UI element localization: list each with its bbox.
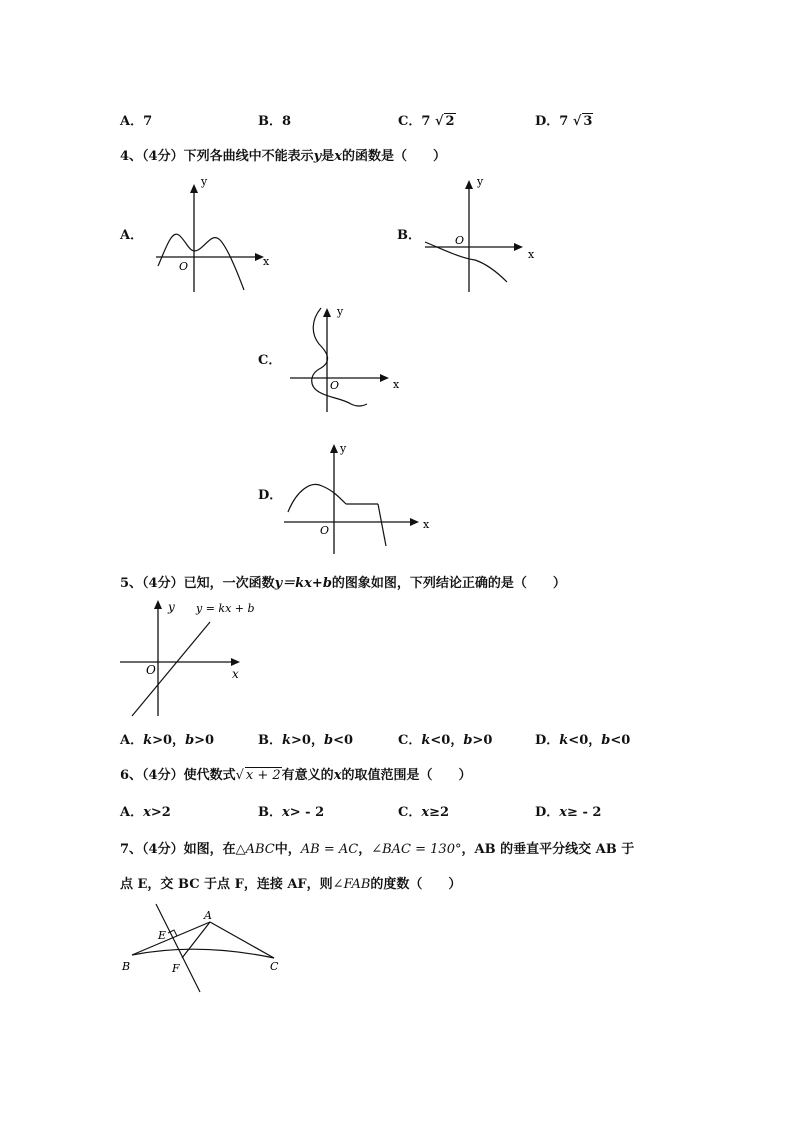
origin-label: O <box>320 524 330 537</box>
stem-text: 有意义的 <box>281 768 334 783</box>
q5-option-a[interactable] <box>120 729 214 748</box>
x-arrow-icon <box>231 658 240 666</box>
equation: AB = AC <box>300 842 359 857</box>
var-x: x <box>559 805 568 820</box>
x-arrow-icon <box>380 374 389 382</box>
question-number: 4、（4分） <box>120 149 184 164</box>
q4-graph-d[interactable] <box>280 436 430 556</box>
stem-text: ， <box>358 842 372 857</box>
option-letter: D． <box>535 733 560 748</box>
origin-label: O <box>179 260 189 273</box>
q7-stem-line-2 <box>120 873 461 892</box>
var-x: x <box>333 768 342 783</box>
origin-label: O <box>330 379 340 392</box>
q4-option-c-label[interactable]: C． <box>258 353 282 368</box>
option-letter: C． <box>398 805 422 820</box>
line-label: y = kx + b <box>196 602 255 615</box>
line-graph <box>132 622 210 716</box>
var-x: x <box>143 805 151 820</box>
option-letter: A． <box>120 805 144 820</box>
relation: >0 <box>194 733 215 748</box>
q6-option-c[interactable] <box>398 801 449 820</box>
q6-stem <box>120 764 471 783</box>
y-arrow-icon <box>323 308 331 317</box>
curve <box>158 234 244 290</box>
option-letter: A． <box>120 733 144 748</box>
x-label: x <box>232 667 239 681</box>
var-k: k <box>559 733 569 748</box>
x-arrow-icon <box>514 243 523 251</box>
relation: <0 <box>610 733 631 748</box>
question-number: 7、（4分） <box>120 842 184 857</box>
q4-option-b-label[interactable]: B． <box>397 228 421 243</box>
var-x: x <box>421 805 430 820</box>
angle-expr: ∠FAB <box>332 877 371 892</box>
x-label: x <box>528 248 535 261</box>
x-label: x <box>263 255 270 268</box>
stem-text: 点 E，交 BC 于点 F，连接 AF，则 <box>120 877 333 892</box>
relation: <0 <box>333 733 354 748</box>
q5-stem <box>120 572 566 591</box>
sqrt-expression: √ 2 <box>434 114 455 129</box>
q5-option-c[interactable] <box>398 729 492 748</box>
y-arrow-icon <box>190 184 198 193</box>
sqrt-expression: √ x + 2 <box>235 768 281 783</box>
relation: > - 2 <box>289 805 325 820</box>
option-letter: B． <box>258 114 282 129</box>
var-x: x <box>334 149 342 164</box>
y-label: y <box>477 175 484 188</box>
label-c: C <box>270 960 279 973</box>
question-number: 6、（4分） <box>120 768 184 783</box>
y-label: y <box>168 600 175 614</box>
q3-option-a[interactable] <box>120 110 152 129</box>
sqrt-expression: √ 3 <box>572 114 593 129</box>
stem-text: 如图，在 <box>183 842 236 857</box>
question-number: 5、（4分） <box>120 576 184 591</box>
y-label: y <box>201 175 208 188</box>
q3-option-b[interactable] <box>258 110 291 129</box>
option-value: 8 <box>282 114 292 129</box>
option-value: 7 <box>559 114 569 129</box>
curve <box>312 308 367 406</box>
relation: <0， <box>568 733 602 748</box>
relation: ≥2 <box>429 805 450 820</box>
relation: ≥ - 2 <box>567 805 602 820</box>
q5-graph[interactable] <box>120 596 260 720</box>
var-b: b <box>185 733 195 748</box>
formula: y＝kx+b <box>274 576 332 591</box>
var-b: b <box>323 733 334 748</box>
stem-text: ，AB 的垂直平分线交 AB 于 <box>461 842 635 857</box>
relation: >0， <box>291 733 324 748</box>
option-letter: A． <box>120 114 144 129</box>
relation: >0 <box>472 733 493 748</box>
y-arrow-icon <box>330 444 338 453</box>
q4-stem <box>120 145 446 164</box>
q5-option-d[interactable] <box>535 729 630 748</box>
curve <box>425 242 507 282</box>
stem-text: 是 <box>321 149 335 164</box>
q6-option-b[interactable] <box>258 801 324 820</box>
perpendicular-bisector <box>156 904 200 992</box>
q4-option-d-label[interactable]: D． <box>258 488 283 503</box>
stem-text: 使代数式 <box>183 768 236 783</box>
radicand: x + 2 <box>245 768 281 783</box>
option-letter: D． <box>535 114 560 129</box>
q4-option-a-label[interactable]: A． <box>120 228 144 243</box>
option-value: 7 <box>143 114 153 129</box>
q6-option-d[interactable] <box>535 801 601 820</box>
stem-text: 的函数是（ ） <box>341 149 446 164</box>
x-label: x <box>423 518 430 531</box>
stem-text: 下列各曲线中不能表示 <box>183 149 314 164</box>
var-k: k <box>421 733 431 748</box>
var-k: k <box>282 733 292 748</box>
x-label: x <box>393 378 400 391</box>
var-b: b <box>463 733 473 748</box>
option-letter: B． <box>258 805 282 820</box>
var-k: k <box>143 733 153 748</box>
q6-option-a[interactable] <box>120 801 171 820</box>
label-b: B <box>122 960 131 973</box>
y-label: y <box>337 305 344 318</box>
radicand: 3 <box>583 114 593 129</box>
side-bc <box>132 949 274 958</box>
option-letter: C． <box>398 733 422 748</box>
y-arrow-icon <box>154 600 162 609</box>
stem-text: 的图象如图，下列结论正确的是（ ） <box>331 576 566 591</box>
relation: <0， <box>430 733 464 748</box>
option-letter: B． <box>258 733 282 748</box>
drop-segment <box>378 504 386 546</box>
relation: >0， <box>152 733 186 748</box>
option-value: 7 <box>421 114 431 129</box>
label-e: E <box>158 929 167 942</box>
option-letter: D． <box>535 805 560 820</box>
stem-text: 的取值范围是（ ） <box>341 768 472 783</box>
y-arrow-icon <box>465 180 473 189</box>
q7-stem-line-1 <box>120 838 634 857</box>
var-y: y <box>313 149 322 164</box>
stem-text: 中， <box>274 842 301 857</box>
curve <box>288 484 346 512</box>
angle-expr: ∠BAC = 130° <box>371 842 462 857</box>
radicand: 2 <box>445 114 455 129</box>
q4-graph-c[interactable] <box>285 300 415 415</box>
stem-text: 的度数（ ） <box>370 877 462 892</box>
q5-option-b[interactable] <box>258 729 353 748</box>
var-b: b <box>601 733 611 748</box>
triangle-expr: △ABC <box>235 842 275 857</box>
label-f: F <box>172 962 180 975</box>
q4-graph-a[interactable] <box>150 172 280 297</box>
label-a: A <box>204 909 212 922</box>
q3-option-d[interactable] <box>535 110 593 129</box>
option-letter: C． <box>398 114 422 129</box>
stem-text: 已知，一次函数 <box>183 576 275 591</box>
x-arrow-icon <box>410 518 419 526</box>
q3-option-c[interactable] <box>398 110 456 129</box>
y-label: y <box>340 442 347 455</box>
origin-label: O <box>455 234 465 247</box>
origin-label: O <box>146 663 156 677</box>
q7-figure[interactable] <box>118 900 288 995</box>
q4-graph-b[interactable] <box>415 172 545 297</box>
var-x: x <box>282 805 290 820</box>
relation: >2 <box>150 805 171 820</box>
